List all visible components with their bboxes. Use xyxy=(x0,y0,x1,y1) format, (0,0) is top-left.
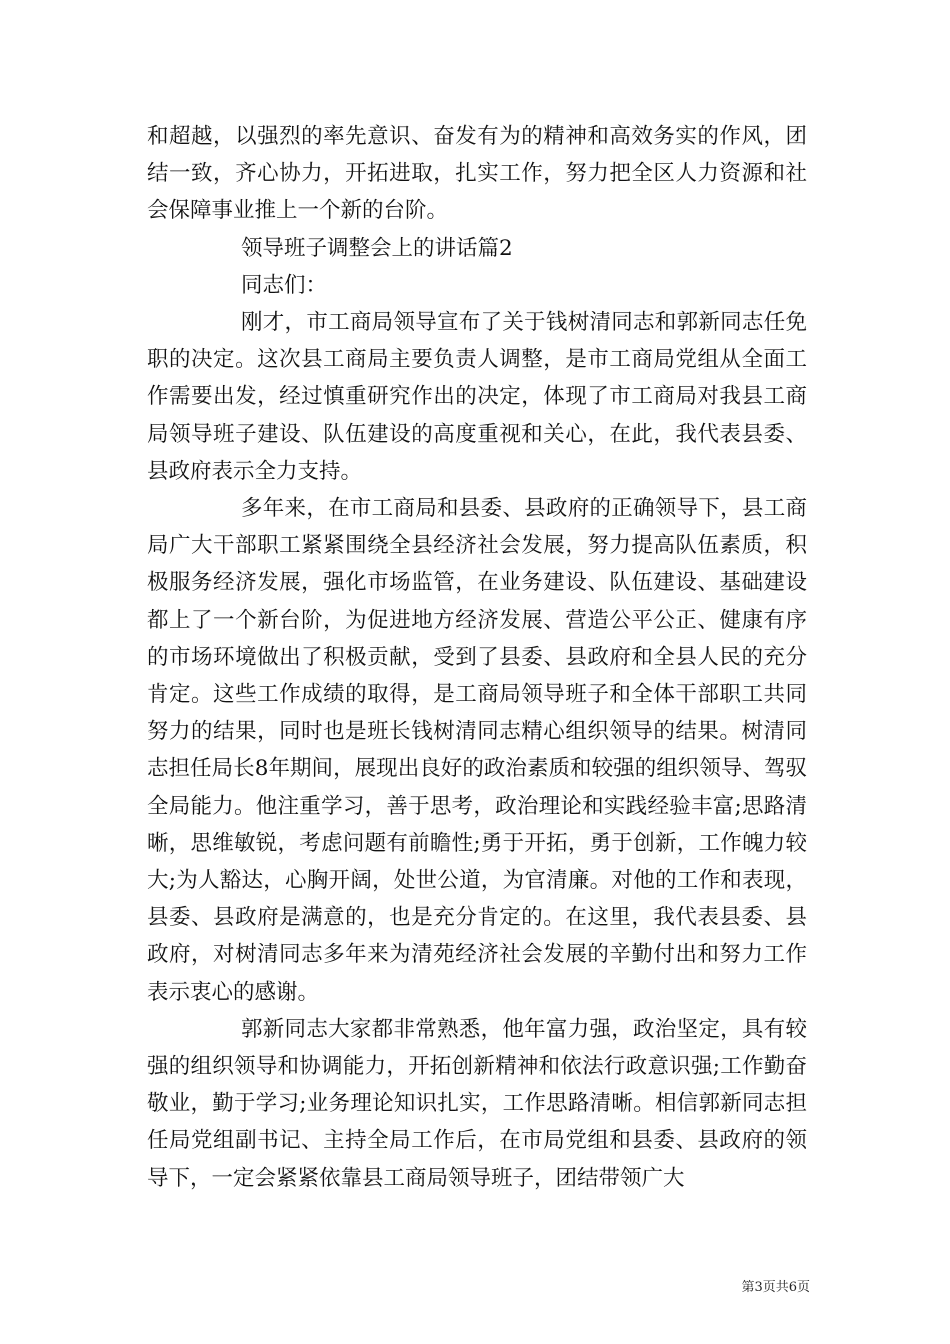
section-title: 领导班子调整会上的讲话篇2 xyxy=(241,235,513,261)
document-body xyxy=(147,118,807,1197)
body-paragraph: 郭新同志大家都非常熟悉，他年富力强，政治坚定，具有较强的组织领导和协调能力，开拓创新精神和依法行政意识强;工作勤奋敬业，勤于学习;业务理论知识扎实，工作思路清晰。相信郭新同志担任局党组副书记、主持全局工作后，在市局党组和县委、县政府的领导下，一定会紧紧依靠县工商局领导班子，团结带领广大 xyxy=(147,1016,807,1191)
continuation-paragraph: 和超越，以强烈的率先意识、奋发有为的精神和高效务实的作风，团结一致，齐心协力，开拓进取，扎实工作，努力把全区人力资源和社会保障事业推上一个新的台阶。 xyxy=(147,124,807,224)
salutation: 同志们： xyxy=(241,272,328,298)
page-number: 第3页共6页 xyxy=(741,1280,810,1295)
body-paragraph: 刚才，市工商局领导宣布了关于钱树清同志和郭新同志任免职的决定。这次县工商局主要负责人调整，是市工商局党组从全面工作需要出发，经过慎重研究作出的决定，体现了市工商局对我县工商局领导班子建设、队伍建设的高度重视和关心，在此，我代表县委、县政府表示全力支持。 xyxy=(147,310,807,484)
body-paragraph: 多年来，在市工商局和县委、县政府的正确领导下，县工商局广大干部职工紧紧围绕全县经济社会发展，努力提高队伍素质，积极服务经济发展，强化市场监管，在业务建设、队伍建设、基础建设都上了一个新台阶，为促进地方经济发展、营造公平公正、健康有序的市场环境做出了积极贡献，受到了县委、县政府和全县人民的充分肯定。这些工作成绩的取得，是工商局领导班子和全体干部职工共同努力的结果，同时也是班长钱树清同志精心组织领导的结果。树清同志担任局长8年期间，展现出良好的政治素质和较强的组织领导、驾驭全局能力。他注重学习，善于思考，政治理论和实践经验丰富;思路清晰，思维敏锐，考虑问题有前瞻性;勇于开拓，勇于创新，工作魄力较大;为人豁达，心胸开阔，处世公道，为官清廉。对他的工作和表现，县委、县政府是满意的，也是充分肯定的。在这里，我代表县委、县政府，对树清同志多年来为清苑经济社会发展的辛勤付出和努力工作表示衷心的感谢。 xyxy=(147,496,807,1005)
